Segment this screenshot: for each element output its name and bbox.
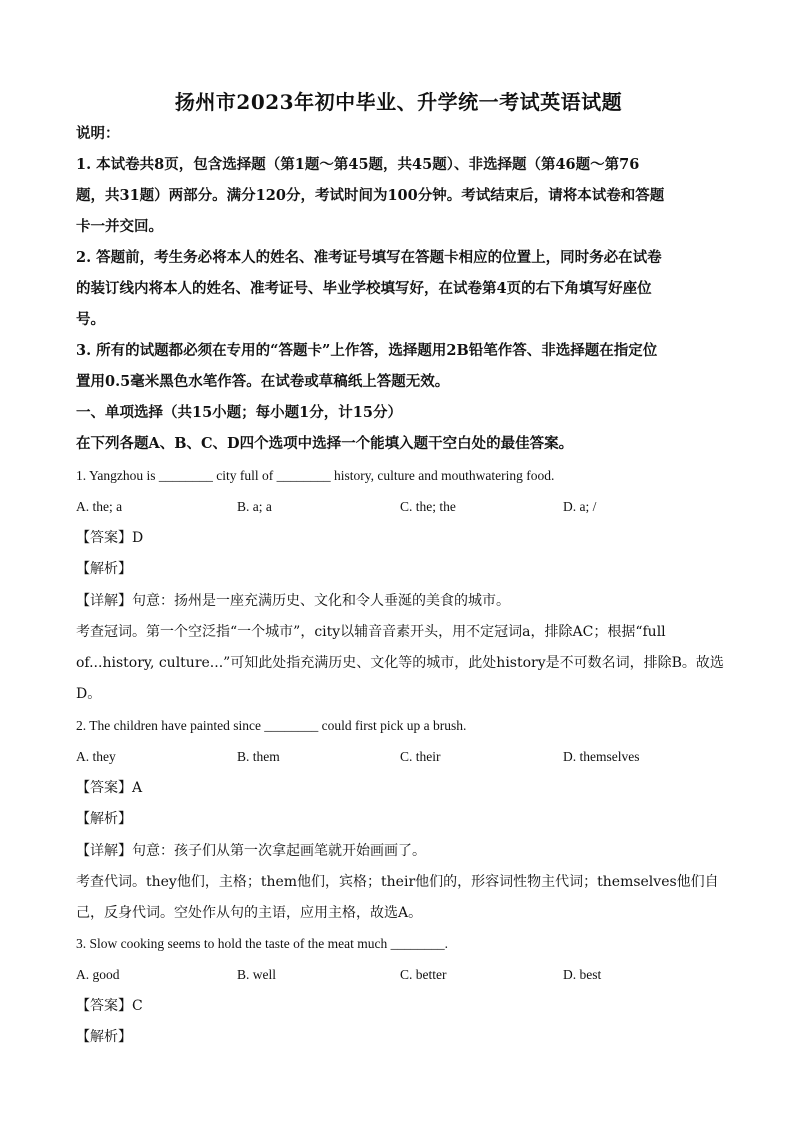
instruction-line: 号。 (76, 311, 105, 328)
detail-line: 【详解】句意：扬州是一座充满历史、文化和令人垂涎的美食的城市。 (76, 593, 510, 609)
question-stem: 2. The children have painted since ________ could first pick up a brush. (76, 718, 467, 733)
option-c: C. better (400, 967, 447, 982)
detail-line: 考查冠词。第一个空泛指“一个城市”，city以辅音音素开头，用不定冠词a，排除AC；根据“full (76, 624, 666, 640)
detail-line: of...history, culture...”可知此处指充满历史、文化等的城市，此处history是不可数名词，排除B。故选 (76, 655, 724, 671)
question-stem: 1. Yangzhou is ________ city full of ________ history, culture and mouthwatering food. (76, 468, 555, 483)
detail-line: D。 (76, 686, 102, 702)
instruction-line: 2. 答题前，考生务必将本人的姓名、准考证号填写在答题卡相应的位置上，同时务必在试卷 (76, 249, 662, 266)
option-c: C. their (400, 749, 441, 764)
section-direction: 在下列各题A、B、C、D四个选项中选择一个能填入题干空白处的最佳答案。 (76, 435, 574, 452)
instruction-line: 置用0.5毫米黑色水笔作答。在试卷或草稿纸上答题无效。 (76, 373, 450, 390)
option-b: B. a; a (237, 499, 272, 514)
answer-label: 【答案】A (76, 780, 143, 796)
option-d: D. a; / (563, 499, 597, 514)
option-c: C. the; the (400, 499, 456, 514)
analysis-label: 【解析】 (76, 561, 132, 577)
page-title: 扬州市2023年初中毕业、升学统一考试英语试题 (174, 90, 623, 114)
analysis-label: 【解析】 (76, 1029, 132, 1045)
option-a: A. good (76, 967, 120, 982)
option-a: A. the; a (76, 499, 123, 514)
analysis-label: 【解析】 (76, 811, 132, 827)
option-a: A. they (76, 749, 116, 764)
detail-line: 考查代词。they他们，主格；them他们，宾格；their他们的，形容词性物主代词；themselves他们自 (76, 874, 719, 890)
option-b: B. them (237, 749, 280, 764)
instruction-line: 1. 本试卷共8页，包含选择题（第1题～第45题，共45题）、非选择题（第46题～第76 (76, 156, 640, 173)
instruction-line: 题，共31题）两部分。满分120分，考试时间为100分钟。考试结束后，请将本试卷和答题 (76, 187, 665, 204)
answer-label: 【答案】D (76, 530, 144, 546)
question-stem: 3. Slow cooking seems to hold the taste of the meat much ________. (76, 936, 448, 951)
instruction-line: 的装订线内将本人的姓名、准考证号、毕业学校填写好，在试卷第4页的右下角填写好座位 (76, 280, 652, 297)
instruction-line: 卡一并交回。 (76, 218, 163, 235)
option-d: D. themselves (563, 749, 640, 764)
instructions-heading: 说明： (76, 125, 120, 142)
section-heading: 一、单项选择（共15小题；每小题1分，计15分） (76, 404, 402, 421)
option-b: B. well (237, 967, 276, 982)
answer-label: 【答案】C (76, 998, 143, 1014)
instruction-line: 3. 所有的试题都必须在专用的“答题卡”上作答，选择题用2B铅笔作答、非选择题在指定位 (76, 342, 658, 359)
option-d: D. best (563, 967, 602, 982)
detail-line: 【详解】句意：孩子们从第一次拿起画笔就开始画画了。 (76, 843, 426, 859)
detail-line: 己，反身代词。空处作从句的主语，应用主格，故选A。 (76, 905, 423, 921)
